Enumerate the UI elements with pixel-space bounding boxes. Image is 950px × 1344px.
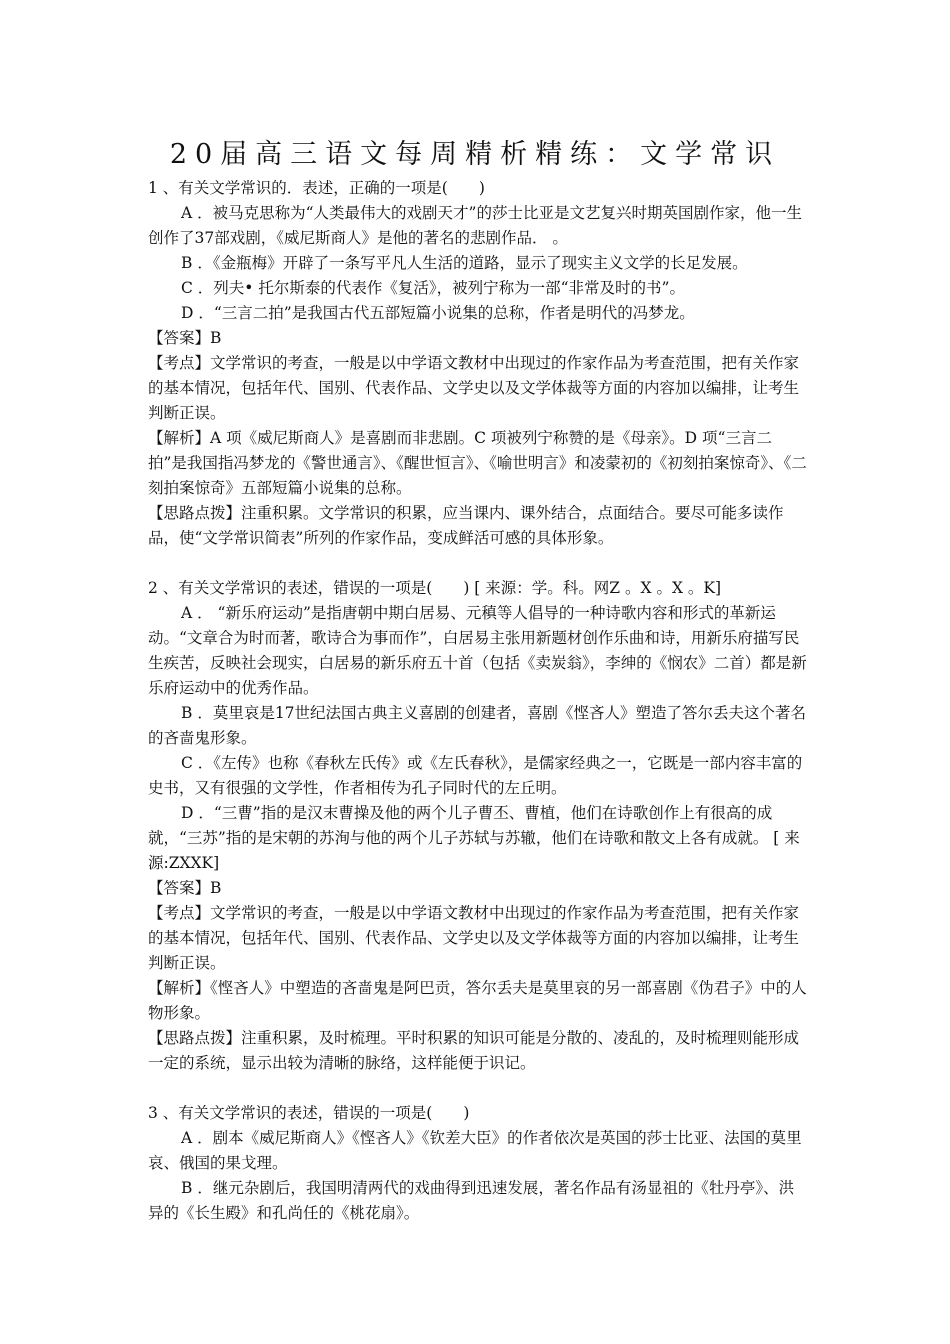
question-2-option-a: A ． “新乐府运动”是指唐朝中期白居易、元稹等人倡导的一种诗歌内容和形式的革新运动。“文章合为时而著，歌诗合为事而作”，白居易主张用新题材创作乐曲和诗，用新乐府描写民生疾苦，反映社会现实，白居易的新乐府五十首（包括《卖炭翁》，李绅的《悯农》二首）都是新乐府运动中的优秀作品。 (148, 604, 807, 697)
question-1-stem: 1 、有关文学常识的．表述，正确的一项是( ) (148, 179, 485, 197)
question-3-option-b: B ．继元杂剧后，我国明清两代的戏曲得到迅速发展，著名作品有汤显祖的《牡丹亭》、洪异的《长生殿》和孔尚任的《桃花扇》。 (148, 1179, 795, 1222)
section-spacer (148, 551, 808, 576)
question-1-kaodian: 【考点】文学常识的考查，一般是以中学语文教材中出现过的作家作品为考查范围，把有关作家的基本情况，包括年代、国别、代表作品、文学史以及文学体裁等方面的内容加以编排，让考生判断正误。 (148, 354, 800, 422)
question-2-jiexi: 【解析】《悭吝人》中塑造的吝啬鬼是阿巴贡，答尔丢夫是莫里哀的另一部喜剧《伪君子》中的人物形象。 (148, 979, 807, 1022)
document-body (148, 176, 808, 1226)
question-2-answer: 【答案】B (148, 879, 222, 897)
question-1-jiexi: 【解析】A 项《威尼斯商人》是喜剧而非悲剧。C 项被列宁称赞的是《母亲》。D 项“三言二拍”是我国指冯梦龙的《警世通言》、《醒世恒言》、《喻世明言》和凌蒙初的《初刻拍案惊奇》、《二刻拍案惊奇》五部短篇小说集的总称。 (148, 429, 807, 497)
question-1-silu: 【思路点拨】注重积累。文学常识的积累，应当课内、课外结合，点面结合。要尽可能多读作品，使“文学常识简表”所列的作家作品，变成鲜活可感的具体形象。 (148, 504, 784, 547)
question-2-silu: 【思路点拨】注重积累，及时梳理。平时积累的知识可能是分散的、凌乱的，及时梳理则能形成一定的系统，显示出较为清晰的脉络，这样能便于识记。 (148, 1029, 800, 1072)
section-spacer (148, 1076, 808, 1101)
question-3-option-a: A ．剧本《威尼斯商人》《悭吝人》《钦差大臣》的作者依次是英国的莎士比亚、法国的莫里哀、俄国的果戈理。 (148, 1129, 802, 1172)
question-1-answer: 【答案】B (148, 329, 222, 347)
question-2-option-d: D ．“三曹”指的是汉末曹操及他的两个儿子曹丕、曹植，他们在诗歌创作上有很高的成就，“三苏”指的是宋朝的苏洵与他的两个儿子苏轼与苏辙，他们在诗歌和散文上各有成就。 [ 来源:ZXXK] (148, 804, 800, 872)
question-2-stem: 2 、有关文学常识的表述，错误的一项是( ) [ 来源：学。科。网Z 。X 。X 。K] (148, 579, 722, 597)
question-2-option-c: C ．《左传》也称《春秋左氏传》或《左氏春秋》，是儒家经典之一，它既是一部内容丰富的史书，又有很强的文学性，作者相传为孔子同时代的左丘明。 (148, 754, 803, 797)
question-1-option-c: C ．列夫• 托尔斯泰的代表作《复活》，被列宁称为一部“非常及时的书”。 (181, 279, 685, 297)
question-3-stem: 3 、有关文学常识的表述，错误的一项是( ) (148, 1104, 470, 1122)
document-title: 20届高三语文每周精析精练：文学常识 (169, 139, 781, 170)
question-2-kaodian: 【考点】文学常识的考查，一般是以中学语文教材中出现过的作家作品为考查范围，把有关作家的基本情况，包括年代、国别、代表作品、文学史以及文学体裁等方面的内容加以编排，让考生判断正误。 (148, 904, 800, 972)
question-1-option-d: D ．“三言二拍”是我国古代五部短篇小说集的总称，作者是明代的冯梦龙。 (181, 304, 695, 322)
question-1-option-a: A ．被马克思称为“人类最伟大的戏剧天才”的莎士比亚是文艺复兴时期英国剧作家，他一生创作了37部戏剧，《威尼斯商人》是他的著名的悲剧作品． 。 (148, 204, 802, 247)
question-1-option-b: B ．《金瓶梅》开辟了一条写平凡人生活的道路，显示了现实主义文学的长足发展。 (181, 254, 748, 272)
question-2-option-b: B ．莫里哀是17世纪法国古典主义喜剧的创建者，喜剧《悭吝人》塑造了答尔丢夫这个著名的吝啬鬼形象。 (148, 704, 807, 747)
